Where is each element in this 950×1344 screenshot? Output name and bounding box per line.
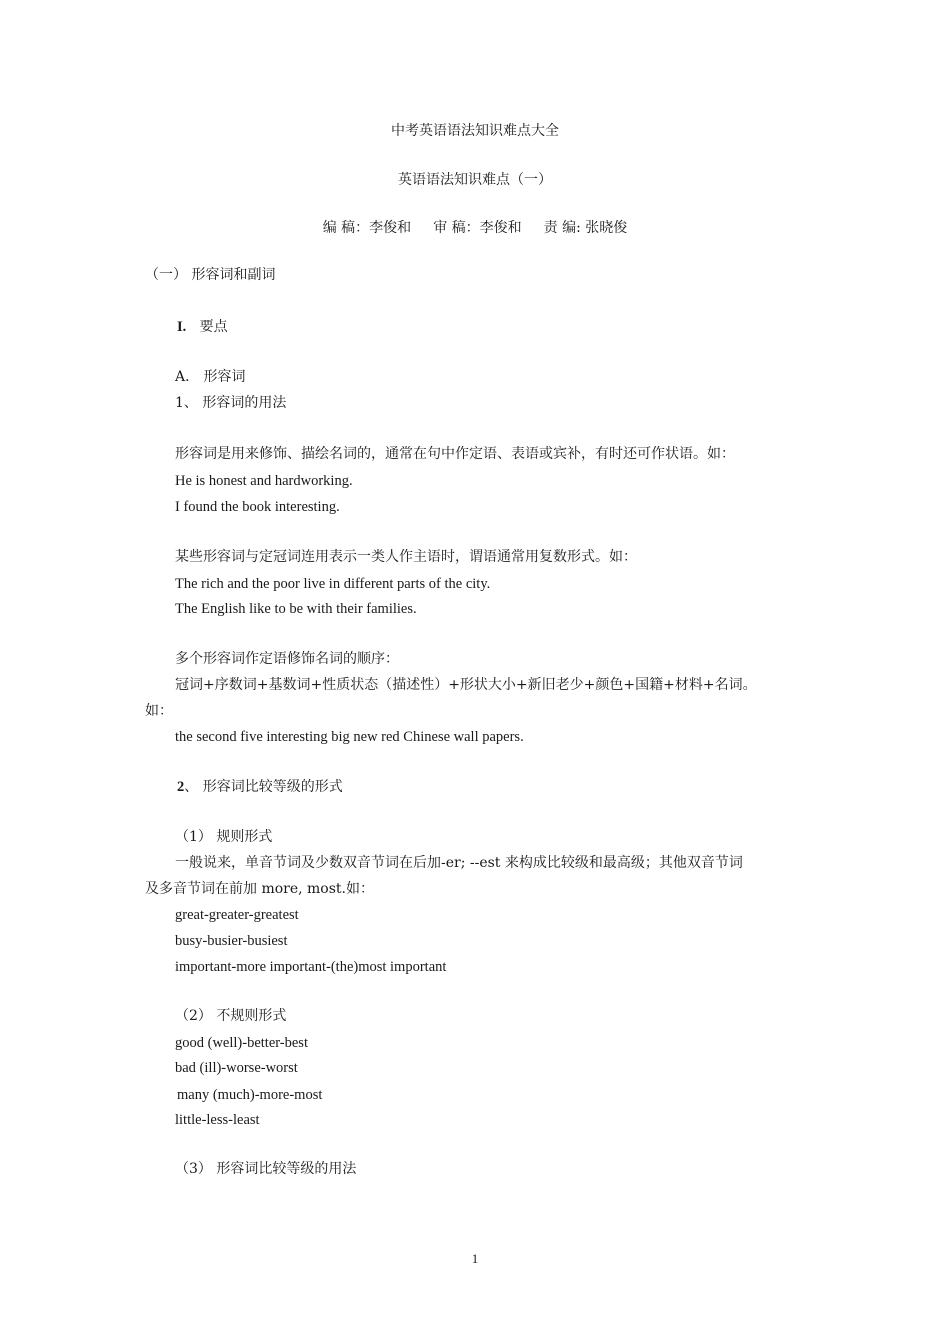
item-heading-1: 1、 形容词的用法 — [175, 395, 287, 411]
section-heading: （一） 形容词和副词 — [145, 267, 276, 283]
part-label: 要点 — [199, 319, 228, 335]
example-sentence: the second five interesting big new red Chinese wall papers. — [175, 729, 524, 745]
document-title: 中考英语语法知识难点大全 — [391, 123, 559, 139]
example-sentence: He is honest and hardworking. — [175, 473, 353, 489]
example-word-forms: great-greater-greatest — [175, 907, 299, 923]
reviewer-credit: 审 稿：李俊和 — [433, 220, 522, 236]
paragraph: 如： — [145, 703, 173, 719]
sub-heading: （3） 形容词比较等级的用法 — [175, 1161, 357, 1177]
part-number: I. — [177, 319, 187, 335]
example-sentence: The English like to be with their families. — [175, 601, 417, 617]
sub-heading: （1） 规则形式 — [175, 829, 273, 845]
example-word-forms: busy-busier-busiest — [175, 933, 288, 949]
item-heading-2 — [177, 778, 343, 796]
paragraph: 一般说来，单音节词及少数双音节词在后加-er; --est 来构成比较级和最高级；其他双音节词 — [175, 855, 743, 871]
paragraph: 及多音节词在前加 more, most.如： — [145, 881, 374, 897]
sub-heading-a: A． 形容词 — [175, 369, 246, 385]
item-label: 、 形容词比较等级的形式 — [184, 779, 343, 795]
example-word-forms: important-more important-(the)most important — [175, 959, 447, 975]
paragraph: 某些形容词与定冠词连用表示一类人作主语时，谓语通常用复数形式。如： — [175, 549, 637, 565]
example-sentence: The rich and the poor live in different parts of the city. — [175, 576, 491, 592]
example-word-forms: little-less-least — [175, 1112, 260, 1128]
page-number: 1 — [471, 1251, 479, 1266]
editor-credit: 编 稿：李俊和 — [322, 220, 412, 236]
example-sentence: I found the book interesting. — [175, 499, 340, 515]
sub-heading: （2） 不规则形式 — [175, 1008, 287, 1024]
document-subtitle: 英语语法知识难点（一） — [398, 172, 552, 188]
part-heading — [177, 318, 228, 336]
paragraph: 冠词+序数词+基数词+性质状态（描述性）+形状大小+新旧老少+颜色+国籍+材料+名词。 — [175, 677, 757, 693]
credits-line — [0, 219, 950, 237]
paragraph: 形容词是用来修饰、描绘名词的，通常在句中作定语、表语或宾补，有时还可作状语。如： — [175, 446, 735, 462]
chief-editor-credit: 责 编: 张晓俊 — [543, 220, 628, 236]
example-word-forms: many (much)-more-most — [177, 1087, 323, 1103]
example-word-forms: good (well)-better-best — [175, 1035, 308, 1051]
item-number: 2 — [177, 779, 185, 795]
paragraph: 多个形容词作定语修饰名词的顺序： — [175, 651, 399, 667]
example-word-forms: bad (ill)-worse-worst — [175, 1060, 298, 1076]
